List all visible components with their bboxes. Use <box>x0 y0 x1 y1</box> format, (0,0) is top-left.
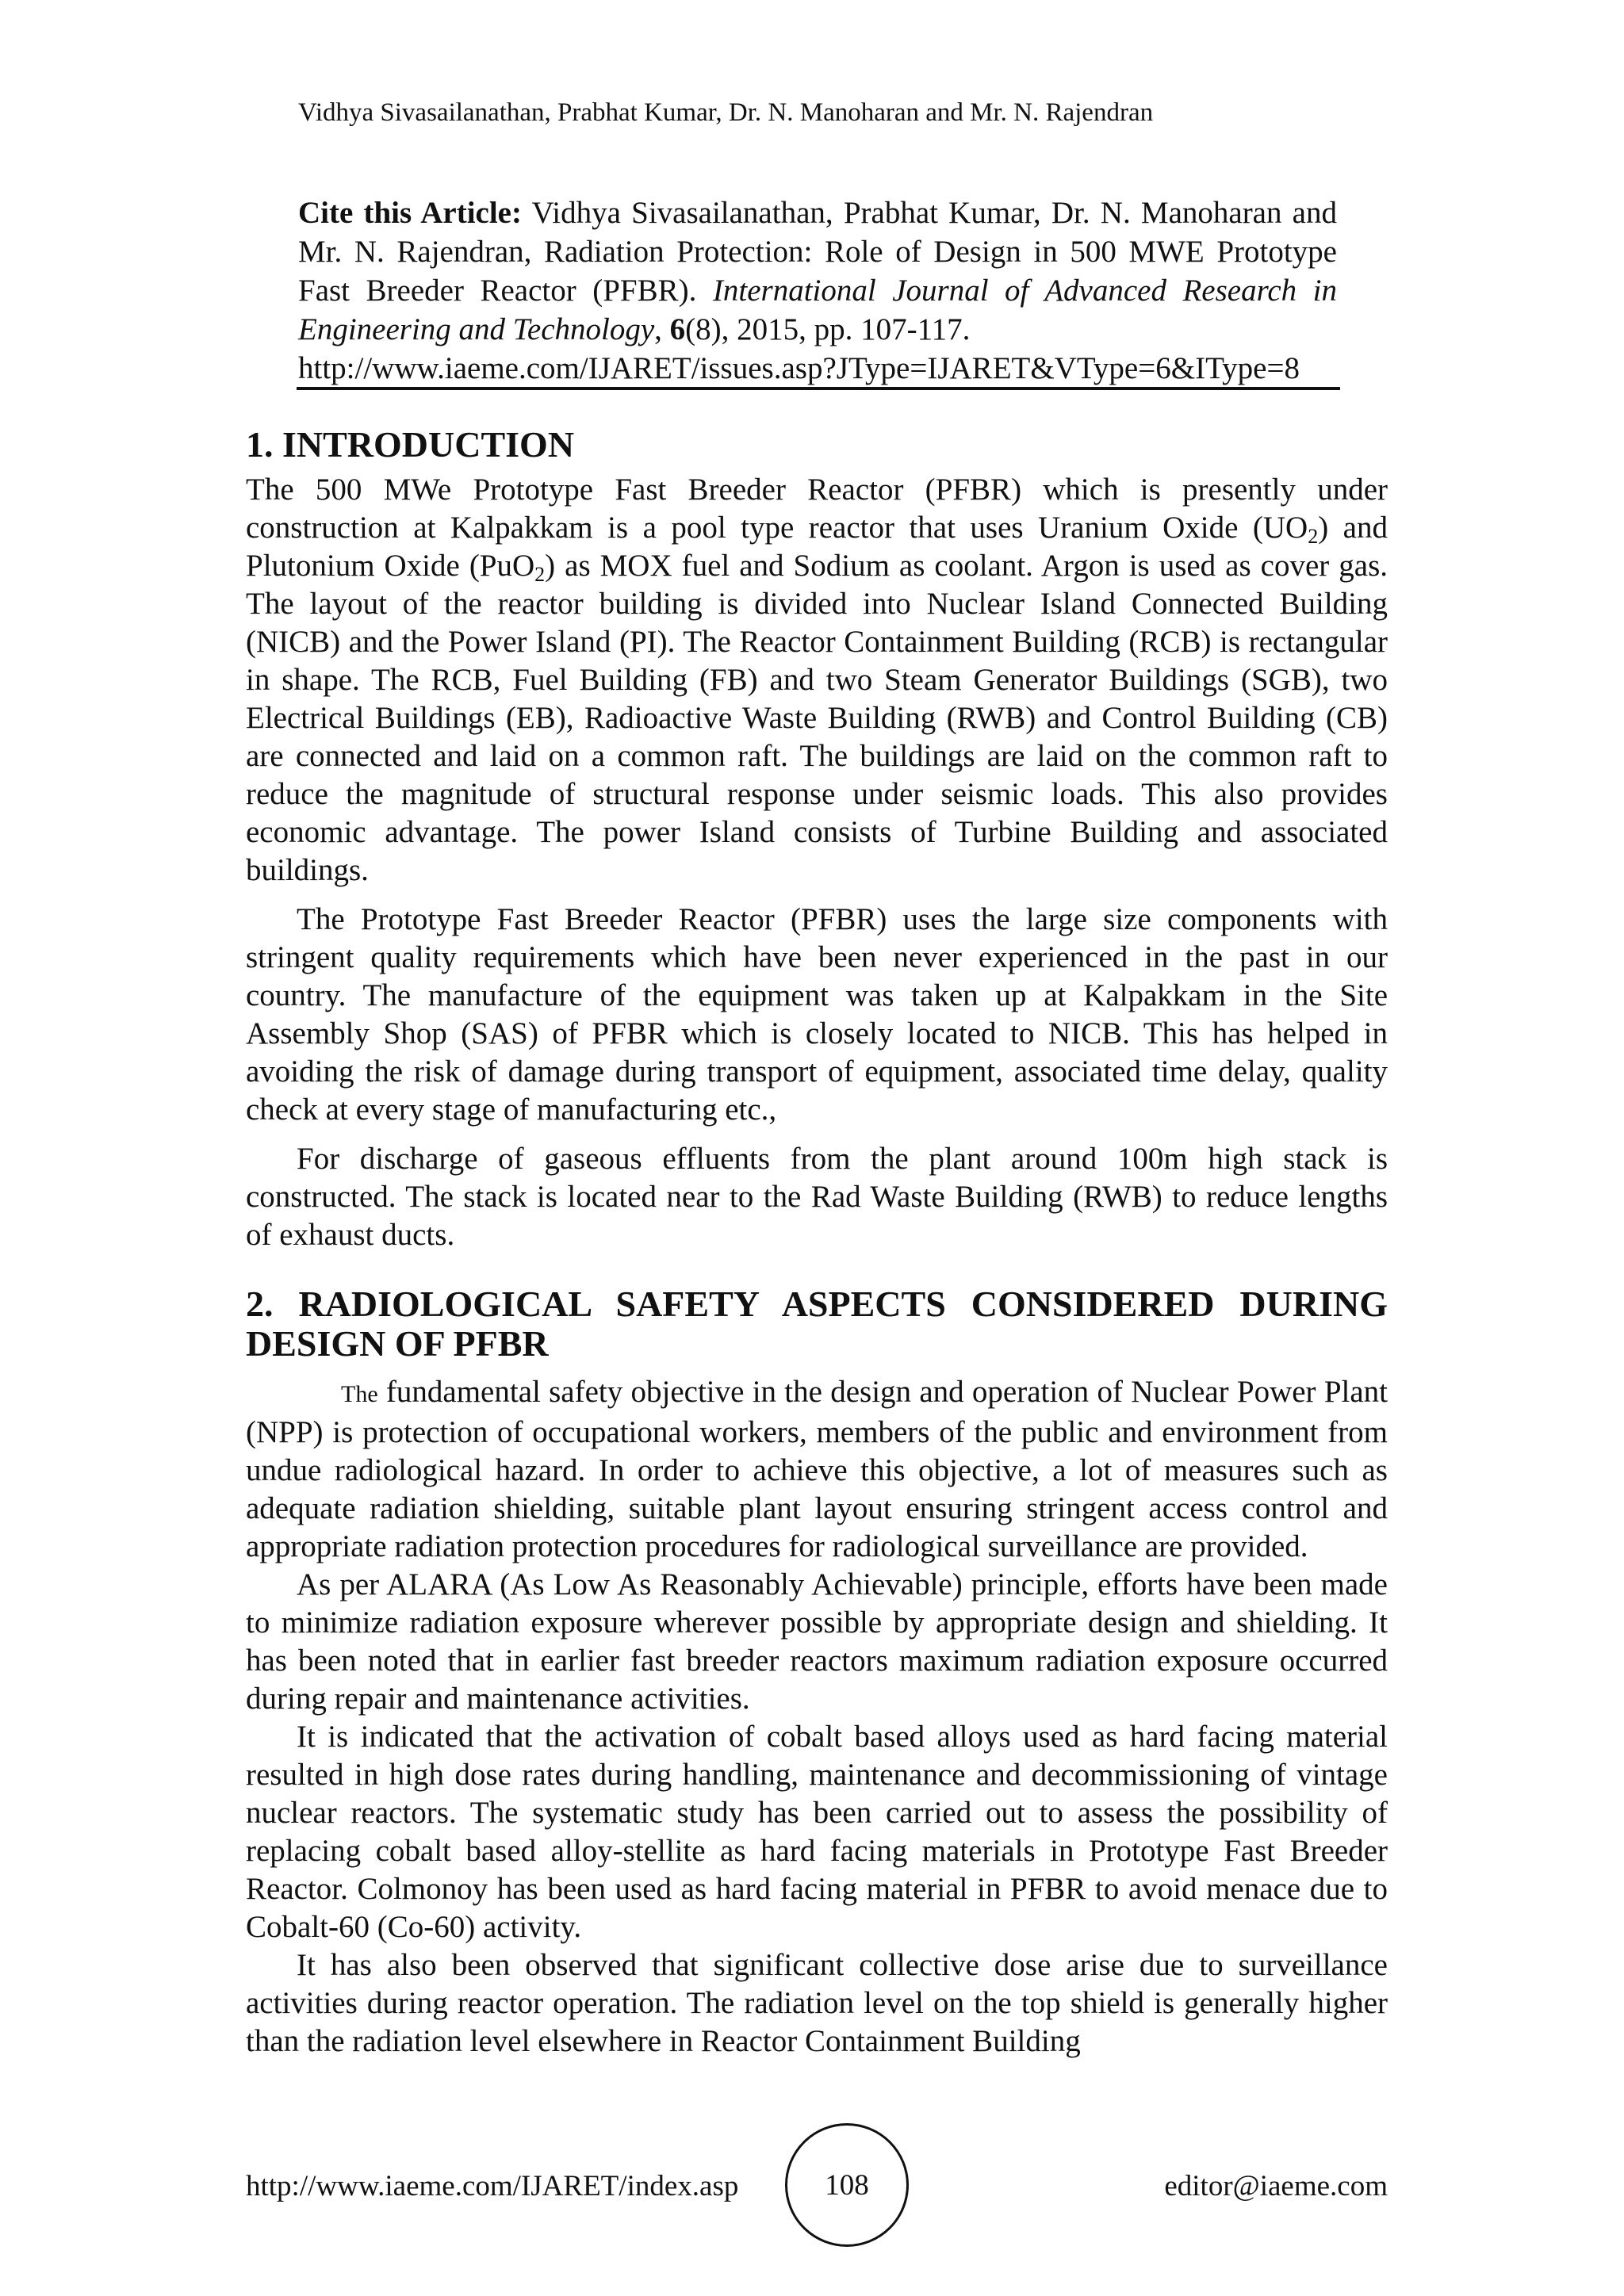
page-footer <box>246 2164 1388 2212</box>
citation-text: Cite this Article: Vidhya Sivasailanathan, Prabhat Kumar, Dr. N. Manoharan and Mr. N. Rajendran, Radiation Protection: Role of Design in 500 MWE Prototype Fast Breeder Reactor (PFBR). International Journal of Advanced Research in Engineering and Technology, 6(8), 2015, pp. 107-117. <box>298 196 1337 346</box>
page-number: 108 <box>825 2169 869 2202</box>
section-1-paragraph-2: The Prototype Fast Breeder Reactor (PFBR) uses the large size components with stringent quality requirements which have been never experienced in the past in our country. The manufacture of the equipment was taken up at Kalpakkam in the Site Assembly Shop (SAS) of PFBR which is closely located to NICB. This has helped in avoiding the risk of damage during transport of equipment, associated time delay, quality check at every stage of manufacturing etc., <box>246 902 1388 1127</box>
section-1-paragraph-3: For discharge of gaseous effluents from the plant around 100m high stack is constructed. The stack is located near to the Rad Waste Building (RWB) to reduce lengths of exhaust ducts. <box>246 1142 1388 1252</box>
footer-url-link[interactable]: http://www.iaeme.com/IJARET/index.asp <box>246 2170 739 2202</box>
citation-journal: International Journal of Advanced Research in Engineering and Technology <box>298 274 1337 346</box>
section-2-paragraph-1: The fundamental safety objective in the design and operation of Nuclear Power Plant (NPP) is protection of occupational workers, members of the public and environment from undue radiological hazard. In order to achieve this objective, a lot of measures such as adequate radiation shielding, suitable plant layout ensuring stringent access control and appropriate radiation protection procedures for radiological surveillance are provided. <box>246 1375 1388 1563</box>
citation-divider <box>297 387 1340 390</box>
section-1-heading: 1. INTRODUCTION <box>246 424 575 465</box>
citation-url-link[interactable]: http://www.iaeme.com/IJARET/issues.asp?JType=IJARET&VType=6&IType=8 <box>298 351 1300 385</box>
citation-label: Cite this Article: <box>298 196 522 230</box>
citation-block <box>298 193 1337 388</box>
citation-body: Vidhya Sivasailanathan, Prabhat Kumar, Dr. N. Manoharan and Mr. N. Rajendran, Radiation Protection: Role of Design in 500 MWE Prototype Fast Breeder Reactor (PFBR). <box>298 196 1337 308</box>
section-1-paragraph-1: The 500 MWe Prototype Fast Breeder Reactor (PFBR) which is presently under construction at Kalpakkam is a pool type reactor that uses Uranium Oxide $(UO_2)$ and Plutonium Oxide (PuO$_2$) as MOX fuel and Sodium as coolant. Argon is used as cover gas. The layout of the reactor building is divided into Nuclear Island Connected Building (NICB) and the Power Island (PI). The Reactor Containment Building (RCB) is rectangular in shape. The RCB, Fuel Building (FB) and two Steam Generator Buildings (SGB), two Electrical Buildings (EB), Radioactive Waste Building (RWB) and Control Building (CB) are connected and laid on a common raft. The buildings are laid on the common raft to reduce the magnitude of structural response under seismic loads. This also provides economic advantage. The power Island consists of Turbine Building and associated buildings. <box>246 473 1388 887</box>
section-2-paragraph-3: It is indicated that the activation of cobalt based alloys used as hard facing material resulted in high dose rates during handling, maintenance and decommissioning of vintage nuclear reactors. The systematic study has been carried out to assess the possibility of replacing cobalt based alloy-stellite as hard facing materials in Prototype Fast Breeder Reactor. Colmonoy has been used as hard facing material in PFBR to avoid menace due to Cobalt-60 (Co-60) activity. <box>246 1720 1388 1944</box>
section-2-paragraph-2: As per ALARA (As Low As Reasonably Achievable) principle, efforts have been made to minimize radiation exposure wherever possible by appropriate design and shielding. It has been noted that in earlier fast breeder reactors maximum radiation exposure occurred during repair and maintenance activities. <box>246 1567 1388 1716</box>
footer-email-link[interactable]: editor@iaeme.com <box>1164 2170 1388 2202</box>
running-header-authors: Vidhya Sivasailanathan, Prabhat Kumar, Dr. N. Manoharan and Mr. N. Rajendran <box>298 98 1154 127</box>
citation-volume: 6 <box>669 312 686 346</box>
main-content <box>246 425 1388 2061</box>
page-number-circle <box>785 2123 909 2247</box>
citation-issue: (8), 2015, pp. 107-117. <box>685 312 971 346</box>
section-2-paragraph-4: It has also been observed that significant collective dose arise due to surveillance activities during reactor operation. The radiation level on the top shield is generally higher than the radiation level elsewhere in Reactor Containment Building <box>246 1948 1388 2058</box>
section-2-heading: 2. RADIOLOGICAL SAFETY ASPECTS CONSIDERED DURING DESIGN OF PFBR <box>246 1284 1388 1364</box>
